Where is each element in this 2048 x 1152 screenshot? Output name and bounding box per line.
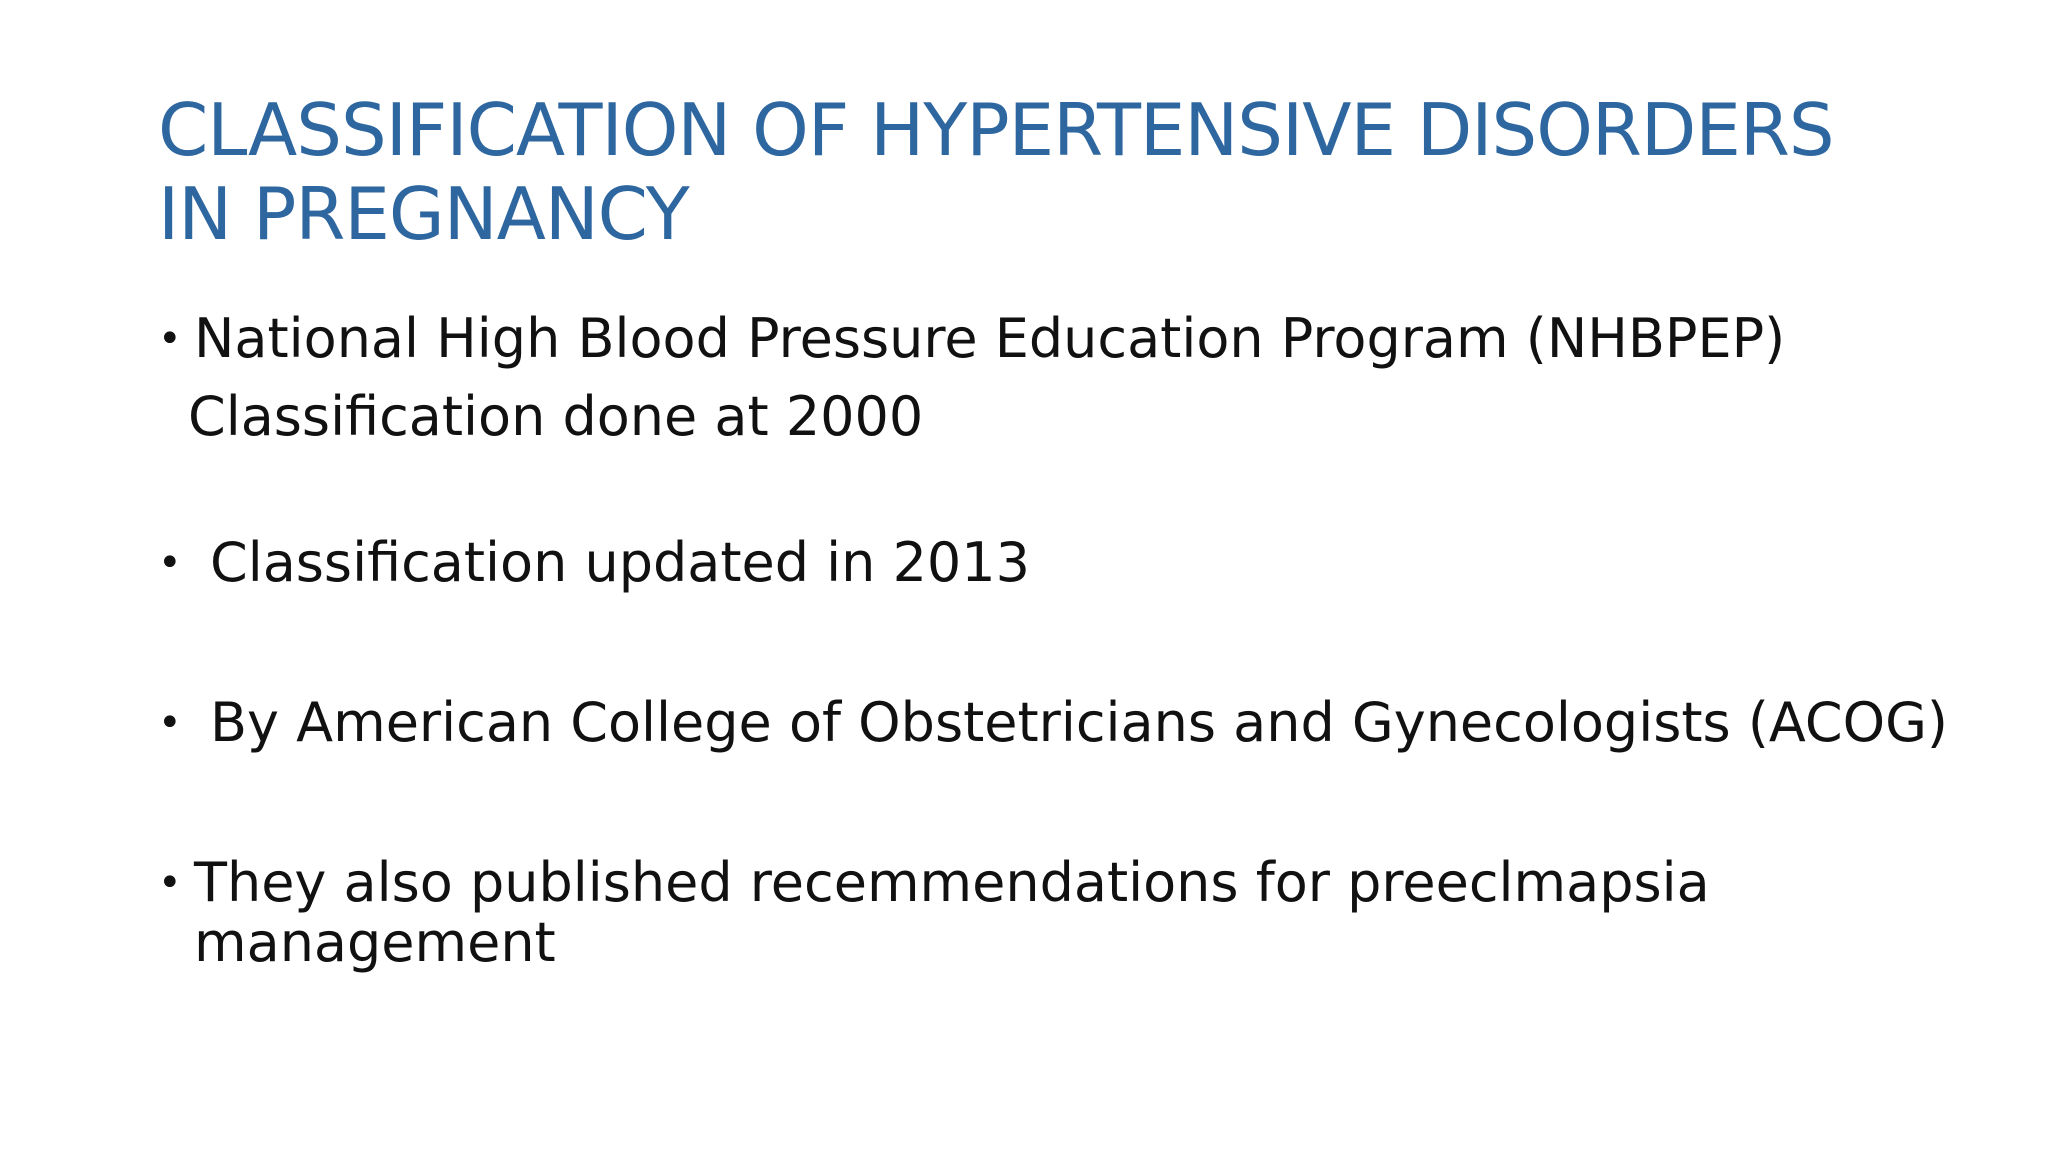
bullet-text: Classification updated in 2013 xyxy=(210,531,1030,594)
bullet-item-recommendations xyxy=(158,850,1958,976)
slide-title-line-2: IN PREGNANCY xyxy=(158,172,689,256)
bullet-list xyxy=(158,306,1958,976)
bullet-marker: • xyxy=(158,316,182,362)
bullet-text-continuation: Classification done at 2000 xyxy=(188,385,924,448)
bullet-item-acog xyxy=(158,690,1958,756)
bullet-marker: • xyxy=(158,540,182,586)
bullet-text-continuation: management xyxy=(194,911,556,974)
bullet-text: National High Blood Pressure Education Program (NHBPEP) xyxy=(194,307,1786,370)
bullet-text: By American College of Obstetricians and Gynecologists (ACOG) xyxy=(210,691,1948,754)
bullet-text: They also published recemmendations for preeclmapsia xyxy=(194,851,1710,914)
slide-title xyxy=(158,88,1958,256)
bullet-marker: • xyxy=(158,700,182,746)
bullet-marker: • xyxy=(158,860,182,906)
bullet-item-nhbpep xyxy=(158,306,1958,450)
bullet-item-updated xyxy=(158,530,1958,596)
slide-title-line-1: CLASSIFICATION OF HYPERTENSIVE DISORDERS xyxy=(158,88,1834,172)
